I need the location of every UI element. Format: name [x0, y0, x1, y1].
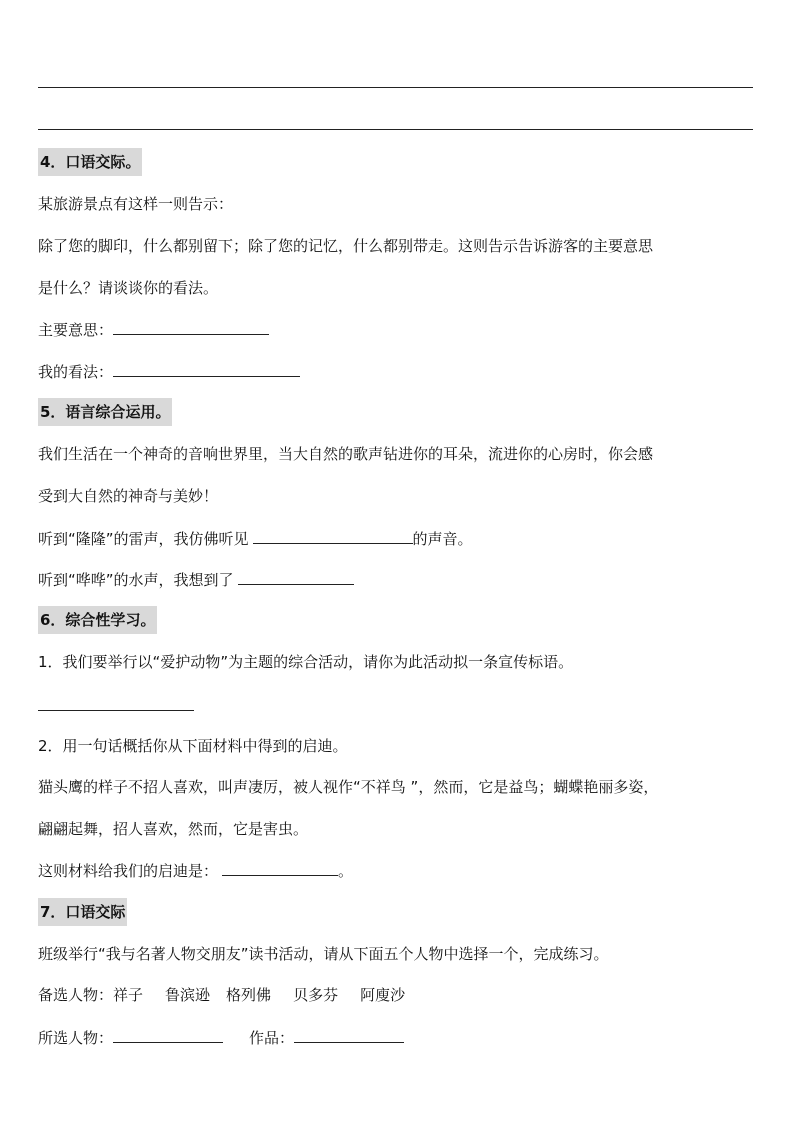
- q4-notice-line-1: 除了您的脚印，什么都别留下；除了您的记忆，什么都别带走。这则告示告诉游客的主要意思: [38, 237, 654, 255]
- q5-heading: 5．语言综合运用。: [38, 398, 172, 426]
- thunder-suffix: 的声音。: [412, 530, 473, 548]
- thunder-prefix: 听到“隆隆”的雷声，我仿佛听见: [38, 530, 249, 548]
- q7-selected-row: [38, 1027, 404, 1047]
- q7-candidates-row: [38, 985, 405, 1005]
- water-blank[interactable]: [238, 569, 354, 585]
- candidate-name: 祥子: [113, 986, 144, 1004]
- candidates-label: 备选人物：: [38, 986, 114, 1004]
- main-idea-blank[interactable]: [113, 319, 269, 335]
- q4-intro: 某旅游景点有这样一则告示：: [38, 195, 234, 213]
- candidate-name: 贝多芬: [293, 986, 339, 1004]
- opinion-label: 我的看法：: [38, 363, 114, 381]
- answer-rule-1: [38, 87, 753, 88]
- q5-para-line-2: 受到大自然的神奇与美妙！: [38, 487, 219, 505]
- main-idea-label: 主要意思：: [38, 321, 114, 339]
- slogan-blank[interactable]: [38, 710, 194, 711]
- q5-thunder-row: [38, 528, 473, 548]
- q7-heading: 7．口语交际: [38, 898, 127, 926]
- q6-heading: 6．综合性学习。: [38, 606, 157, 634]
- inspiration-end: 。: [338, 862, 354, 880]
- work-label: 作品：: [249, 1029, 295, 1047]
- q4-heading: 4．口语交际。: [38, 148, 142, 176]
- answer-rule-2: [38, 129, 753, 130]
- candidate-name: 阿廋沙: [360, 986, 406, 1004]
- water-text: 听到“哗哗”的水声，我想到了: [38, 571, 234, 589]
- q6-material-line-2: 翩翩起舞，招人喜欢，然而，它是害虫。: [38, 820, 309, 838]
- q7-intro: 班级举行“我与名著人物交朋友”读书活动，请从下面五个人物中选择一个，完成练习。: [38, 945, 609, 963]
- selected-label: 所选人物：: [38, 1029, 114, 1047]
- q5-para-line-1: 我们生活在一个神奇的音响世界里，当大自然的歌声钻进你的耳朵，流进你的心房时，你会感: [38, 445, 654, 463]
- thunder-blank[interactable]: [253, 528, 413, 544]
- q4-opinion-row: [38, 361, 300, 381]
- opinion-blank[interactable]: [113, 361, 300, 377]
- q4-main-idea-row: [38, 319, 269, 339]
- q6-item-1: 1．我们要举行以“爱护动物”为主题的综合活动，请你为此活动拟一条宣传标语。: [38, 653, 574, 671]
- work-blank[interactable]: [294, 1027, 404, 1043]
- selected-person-blank[interactable]: [113, 1027, 223, 1043]
- inspiration-blank[interactable]: [222, 860, 338, 876]
- q5-water-row: [38, 569, 354, 589]
- q6-material-line-1: 猫头鹰的样子不招人喜欢，叫声凄厉，被人视作“不祥鸟 ”，然而，它是益鸟；蝴蝶艳丽多姿，: [38, 778, 659, 796]
- candidate-name: 鲁滨逊: [165, 986, 211, 1004]
- q4-notice-line-2: 是什么？请谈谈你的看法。: [38, 279, 219, 297]
- inspiration-label: 这则材料给我们的启迪是：: [38, 862, 219, 880]
- candidate-name: 格列佛: [226, 986, 272, 1004]
- q6-item-2: 2．用一句话概括你从下面材料中得到的启迪。: [38, 737, 348, 755]
- q6-inspiration-row: [38, 860, 353, 880]
